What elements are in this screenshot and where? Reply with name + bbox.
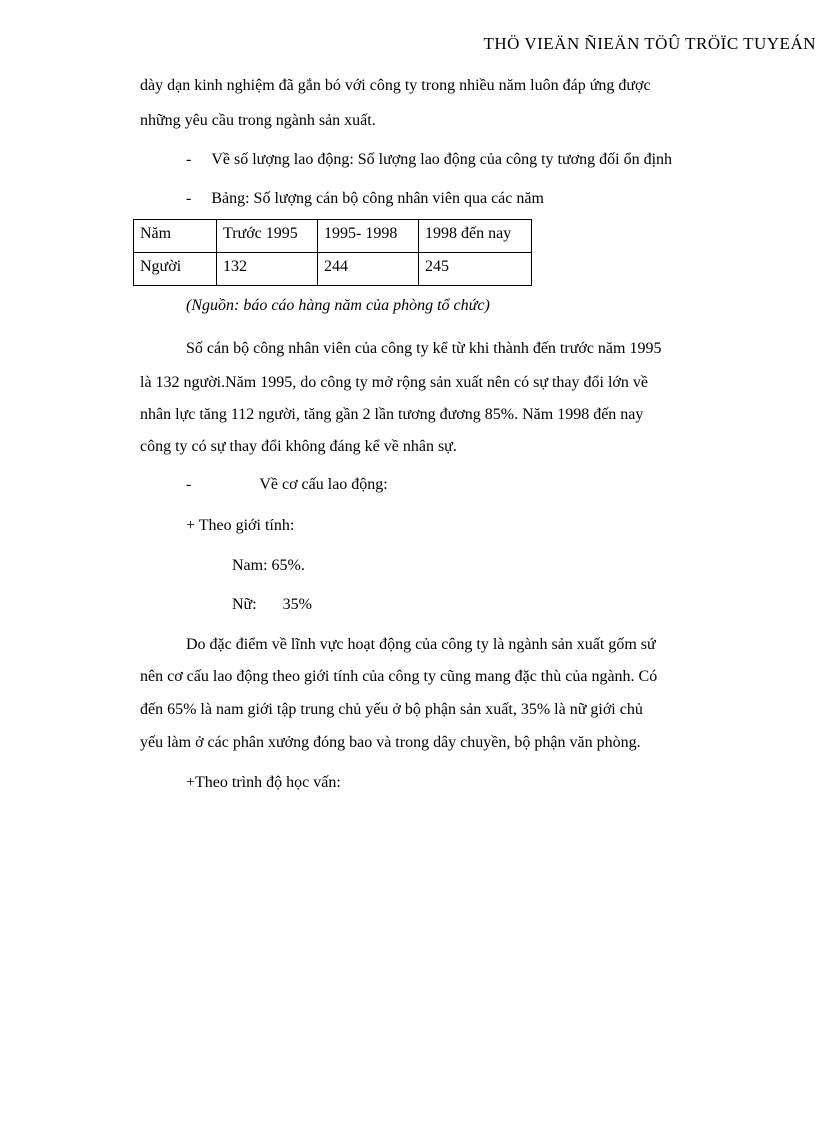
gender-paragraph-line-2: nên cơ cấu lao động theo giới tính của công ty cũng mang đặc thù của ngành. Có	[140, 668, 658, 685]
bullet-dash: -	[186, 190, 192, 207]
gender-paragraph-line-3: đến 65% là nam giới tập trung chủ yếu ở bộ phận sản xuất, 35% là nữ giới chủ	[140, 701, 643, 718]
table-caption-text: Bảng: Số lượng cán bộ công nhân viên qua các năm	[211, 190, 544, 207]
bullet-labor-quantity	[186, 150, 672, 170]
bullet-dash: -	[186, 151, 192, 168]
labor-quantity-text: Về số lượng lao động: Số lượng lao động của công ty tương đối ổn định	[211, 151, 673, 168]
staff-paragraph-line-3: nhân lực tăng 112 người, tăng gần 2 lần tương đương 85%. Năm 1998 đến nay	[140, 406, 644, 423]
structure-heading-text: Về cơ cấu lao động:	[259, 476, 388, 493]
gender-paragraph-line-1: Do đặc điểm về lĩnh vực hoạt động của công ty là ngành sản xuất gốm sứ	[186, 636, 656, 653]
table-cell: Năm	[134, 220, 217, 253]
staff-paragraph-line-4: công ty có sự thay đổi không đáng kể về nhân sự.	[140, 438, 457, 455]
staff-paragraph-line-2: là 132 người.Năm 1995, do công ty mở rộng sản xuất nên có sự thay đổi lớn về	[140, 374, 648, 391]
table-cell: 132	[217, 253, 318, 286]
table-cell: Người	[134, 253, 217, 286]
table-header-row	[134, 220, 532, 253]
by-gender-heading: + Theo giới tính:	[186, 517, 295, 534]
table-cell: Trước 1995	[217, 220, 318, 253]
structure-heading	[186, 475, 388, 495]
source-note: (Nguồn: báo cáo hàng năm của phòng tổ chức)	[186, 297, 490, 314]
bullet-dash: -	[186, 476, 192, 493]
by-education-heading: +Theo trình độ học vấn:	[186, 774, 341, 791]
intro-line-1: dày dạn kinh nghiệm đã gắn bó với công ty trong nhiều năm luôn đáp ứng được	[140, 77, 651, 94]
table-cell: 245	[419, 253, 532, 286]
staff-paragraph-line-1: Số cán bộ công nhân viên của công ty kể từ khi thành đến trước năm 1995	[186, 340, 662, 357]
table-cell: 244	[318, 253, 419, 286]
female-value: 35%	[282, 596, 312, 613]
female-percentage	[232, 595, 312, 615]
bullet-table-caption	[186, 189, 544, 209]
page-header-title: THÖ VIEÄN ÑIEÄN TÖÛ TRÖÏC TUYEÁN	[483, 34, 816, 53]
table-cell: 1995- 1998	[318, 220, 419, 253]
male-percentage: Nam: 65%.	[232, 557, 305, 574]
table-cell: 1998 đến nay	[419, 220, 532, 253]
intro-line-2: những yêu cầu trong ngành sản xuất.	[140, 112, 376, 129]
female-label: Nữ:	[232, 596, 257, 613]
gender-paragraph-line-4: yếu làm ở các phân xưởng đóng bao và trong dây chuyền, bộ phận văn phòng.	[140, 734, 641, 751]
table-row	[134, 253, 532, 286]
staff-count-table	[133, 219, 532, 286]
